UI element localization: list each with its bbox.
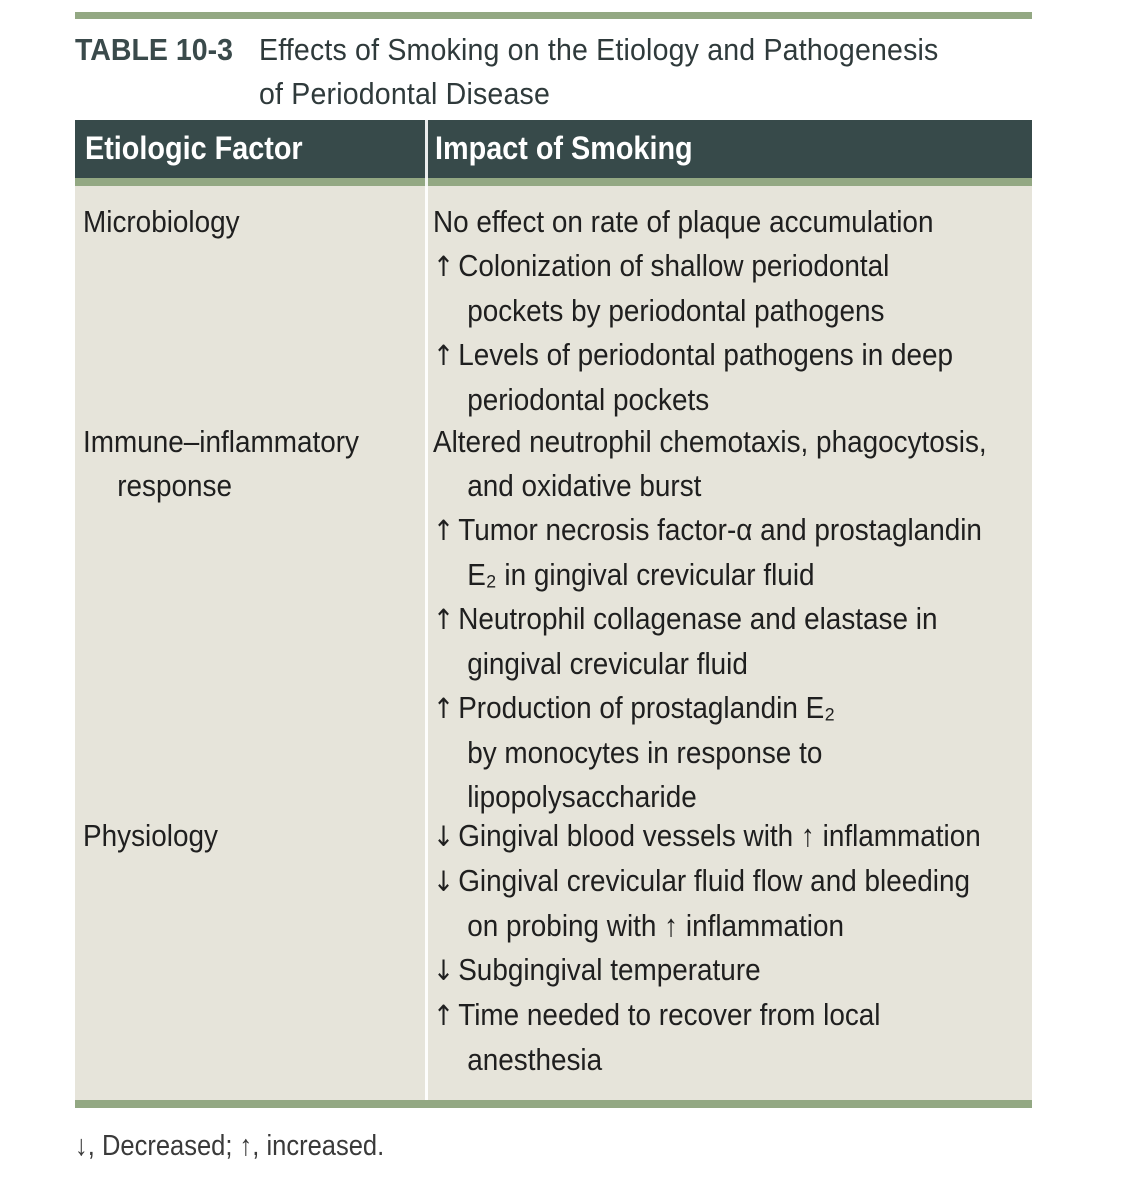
up-arrow-icon: ↑ bbox=[433, 999, 455, 1032]
impact-text-cont: E₂ in gingival crevicular fluid bbox=[467, 557, 815, 592]
up-arrow-icon: ↑ bbox=[433, 250, 455, 283]
impact-item bbox=[433, 200, 1027, 244]
factor-label: Microbiology bbox=[83, 204, 240, 239]
factor-cell bbox=[83, 420, 359, 508]
impact-item bbox=[433, 993, 1027, 1082]
down-arrow-icon: ↓ bbox=[433, 820, 455, 853]
impact-text: Tumor necrosis factor-α and prostaglandin bbox=[458, 512, 982, 547]
impact-text-cont: and oxidative burst bbox=[467, 468, 702, 503]
factor-label-cont: response bbox=[117, 468, 232, 503]
down-arrow-icon: ↓ bbox=[433, 954, 455, 987]
impact-text: Production of prostaglandin E₂ bbox=[458, 690, 836, 725]
impact-text: Time needed to recover from local bbox=[458, 997, 881, 1032]
impact-text: Colonization of shallow periodontal bbox=[458, 248, 890, 283]
column-divider bbox=[425, 120, 428, 1108]
table-title-line-2: of Periodontal Disease bbox=[259, 76, 551, 111]
down-arrow-icon: ↓ bbox=[433, 865, 455, 898]
impact-text: Altered neutrophil chemotaxis, phagocytosis, bbox=[433, 424, 987, 459]
impact-text: Levels of periodontal pathogens in deep bbox=[458, 337, 954, 372]
impact-cell bbox=[433, 200, 1093, 422]
bottom-rule bbox=[75, 1100, 1032, 1108]
impact-text: Neutrophil collagenase and elastase in bbox=[458, 601, 938, 636]
header-etiologic-factor: Etiologic Factor bbox=[85, 130, 303, 166]
up-arrow-icon: ↑ bbox=[433, 603, 455, 636]
factor-cell bbox=[83, 814, 218, 858]
impact-text-cont: anesthesia bbox=[467, 1042, 603, 1077]
smoking-effects-table bbox=[75, 120, 1032, 1102]
impact-item bbox=[433, 333, 1027, 422]
table-header-row bbox=[75, 120, 1032, 178]
top-rule bbox=[75, 12, 1032, 19]
header-impact-of-smoking: Impact of Smoking bbox=[435, 130, 693, 166]
impact-text-cont: lipopolysaccharide bbox=[467, 779, 697, 814]
impact-item bbox=[433, 597, 1027, 686]
impact-item bbox=[433, 686, 1027, 819]
impact-item bbox=[433, 859, 1027, 948]
impact-item bbox=[433, 948, 1027, 993]
factor-label: Physiology bbox=[83, 818, 218, 853]
header-rule bbox=[75, 178, 1032, 186]
table-footnote: ↓, Decreased; ↑, increased. bbox=[75, 1130, 385, 1162]
impact-text: Gingival crevicular fluid flow and bleeding bbox=[458, 863, 970, 898]
table-caption bbox=[75, 28, 1035, 116]
impact-text-cont: periodontal pockets bbox=[467, 382, 710, 417]
impact-item bbox=[433, 420, 1027, 508]
impact-text: Gingival blood vessels with ↑ inflammation bbox=[458, 818, 981, 853]
impact-item bbox=[433, 814, 1027, 859]
table-title-line-1: Effects of Smoking on the Etiology and Pathogenesis bbox=[259, 32, 939, 67]
up-arrow-icon: ↑ bbox=[433, 692, 455, 725]
impact-text-cont: on probing with ↑ inflammation bbox=[467, 908, 845, 943]
impact-cell bbox=[433, 420, 1093, 819]
impact-item bbox=[433, 244, 1027, 333]
impact-text-cont: gingival crevicular fluid bbox=[467, 646, 748, 681]
impact-text-cont: by monocytes in response to bbox=[467, 735, 823, 770]
impact-text: No effect on rate of plaque accumulation bbox=[433, 204, 934, 239]
factor-label: Immune–inflammatory bbox=[83, 424, 359, 459]
impact-item bbox=[433, 508, 1027, 597]
factor-cell bbox=[83, 200, 240, 244]
table-number: TABLE 10-3 bbox=[75, 32, 233, 67]
impact-text-cont: pockets by periodontal pathogens bbox=[467, 293, 885, 328]
impact-cell bbox=[433, 814, 1093, 1082]
impact-text: Subgingival temperature bbox=[458, 952, 761, 987]
up-arrow-icon: ↑ bbox=[433, 514, 455, 547]
up-arrow-icon: ↑ bbox=[433, 339, 455, 372]
table-title bbox=[259, 28, 973, 116]
